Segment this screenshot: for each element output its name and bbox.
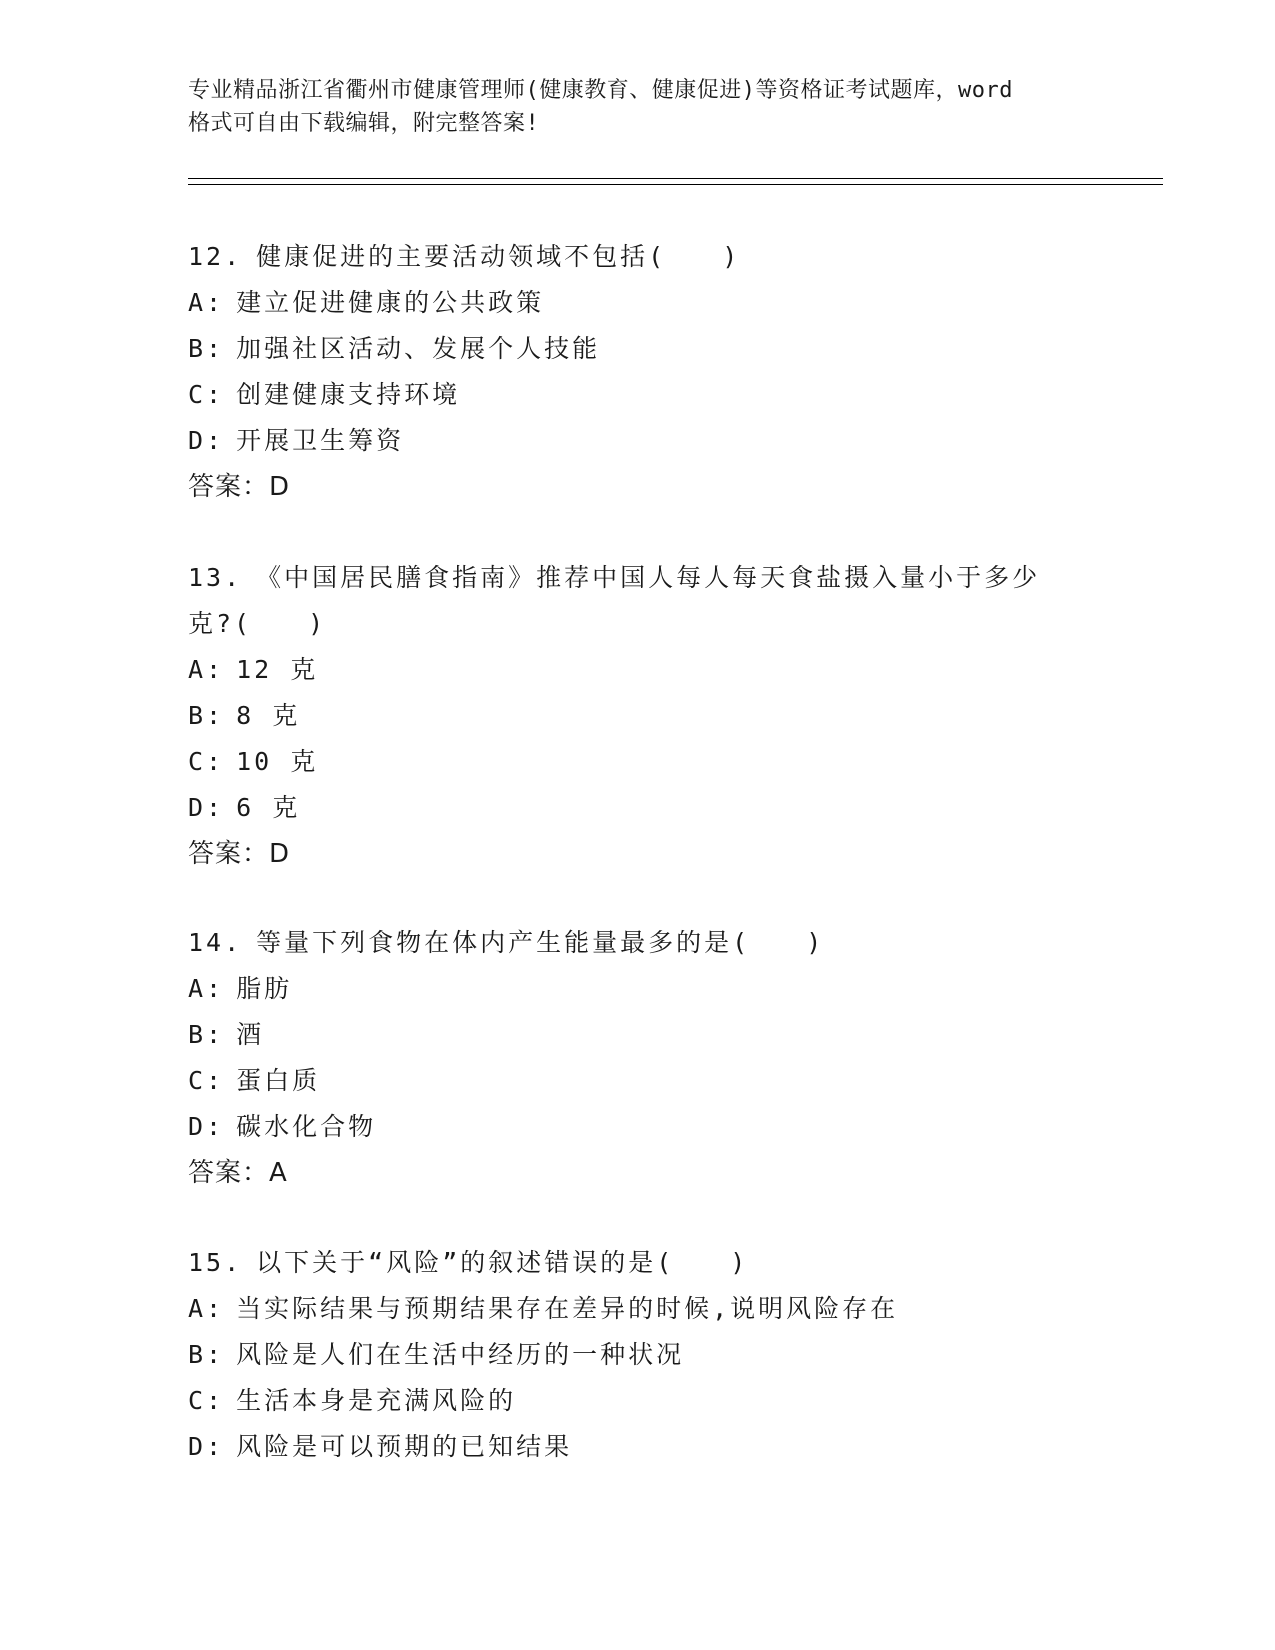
answer-line: 答案：D [188,472,291,502]
option-key: D: [188,1432,225,1461]
question-stem [188,1240,1088,1286]
option-a [188,647,1088,693]
option-text: 当实际结果与预期结果存在差异的时候,说明风险存在 [236,1294,899,1323]
header-line-2: 格式可自由下载编辑，附完整答案! [188,111,540,136]
option-c [188,372,1088,418]
option-key: B: [188,1340,225,1369]
option-text: 创建健康支持环境 [236,380,461,409]
option-a [188,1286,1088,1332]
option-key: A: [188,288,225,317]
option-key: D: [188,793,225,822]
option-a [188,280,1088,326]
option-d [188,1424,1088,1470]
option-text: 脂肪 [236,974,293,1003]
question-number: 15. [188,1248,243,1277]
option-text: 建立促进健康的公共政策 [236,288,545,317]
answer-line: 答案：D [188,839,291,869]
option-text: 加强社区活动、发展个人技能 [236,334,601,363]
question-text: 等量下列食物在体内产生能量最多的是( ) [256,928,825,957]
option-key: C: [188,1066,225,1095]
option-d [188,785,1088,831]
option-text: 酒 [236,1020,265,1049]
question-14 [188,920,1088,1196]
option-key: B: [188,701,225,730]
option-c [188,1058,1088,1104]
question-text: 以下关于“风险”的叙述错误的是( ) [256,1248,749,1277]
question-number: 14. [188,928,243,957]
option-d [188,418,1088,464]
option-d [188,1104,1088,1150]
question-stem-continued: 克?( ) [188,609,327,638]
option-text: 8 克 [236,701,301,730]
question-text: 《中国居民膳食指南》推荐中国人每人每天食盐摄入量小于多少 [256,563,1041,592]
option-key: B: [188,334,225,363]
option-key: D: [188,426,225,455]
option-text: 10 克 [236,747,319,776]
header-divider-bottom [188,184,1163,185]
header-line-1: 专业精品浙江省衢州市健康管理师(健康教育、健康促进)等资格证考试题库，word [188,78,1013,103]
question-number: 13. [188,563,243,592]
option-key: A: [188,1294,225,1323]
question-text: 健康促进的主要活动领域不包括( ) [256,242,741,271]
option-key: D: [188,1112,225,1141]
option-text: 碳水化合物 [236,1112,377,1141]
answer-line: 答案：A [188,1158,288,1188]
question-15 [188,1240,1088,1470]
option-key: C: [188,1386,225,1415]
header-divider-top [188,178,1163,179]
option-text: 蛋白质 [236,1066,321,1095]
option-text: 开展卫生筹资 [236,426,405,455]
option-text: 6 克 [236,793,301,822]
question-stem [188,920,1088,966]
question-12 [188,234,1088,510]
option-b [188,693,1088,739]
option-text: 生活本身是充满风险的 [236,1386,517,1415]
option-a [188,966,1088,1012]
question-number: 12. [188,242,243,271]
option-text: 风险是可以预期的已知结果 [236,1432,573,1461]
option-b [188,1012,1088,1058]
question-stem [188,234,1088,280]
question-13 [188,555,1088,877]
option-b [188,1332,1088,1378]
option-key: C: [188,747,225,776]
option-key: B: [188,1020,225,1049]
option-key: A: [188,974,225,1003]
option-text: 12 克 [236,655,319,684]
option-c [188,739,1088,785]
option-c [188,1378,1088,1424]
option-key: A: [188,655,225,684]
option-key: C: [188,380,225,409]
document-header [188,74,1088,140]
question-stem [188,555,1088,601]
option-text: 风险是人们在生活中经历的一种状况 [236,1340,685,1369]
option-b [188,326,1088,372]
